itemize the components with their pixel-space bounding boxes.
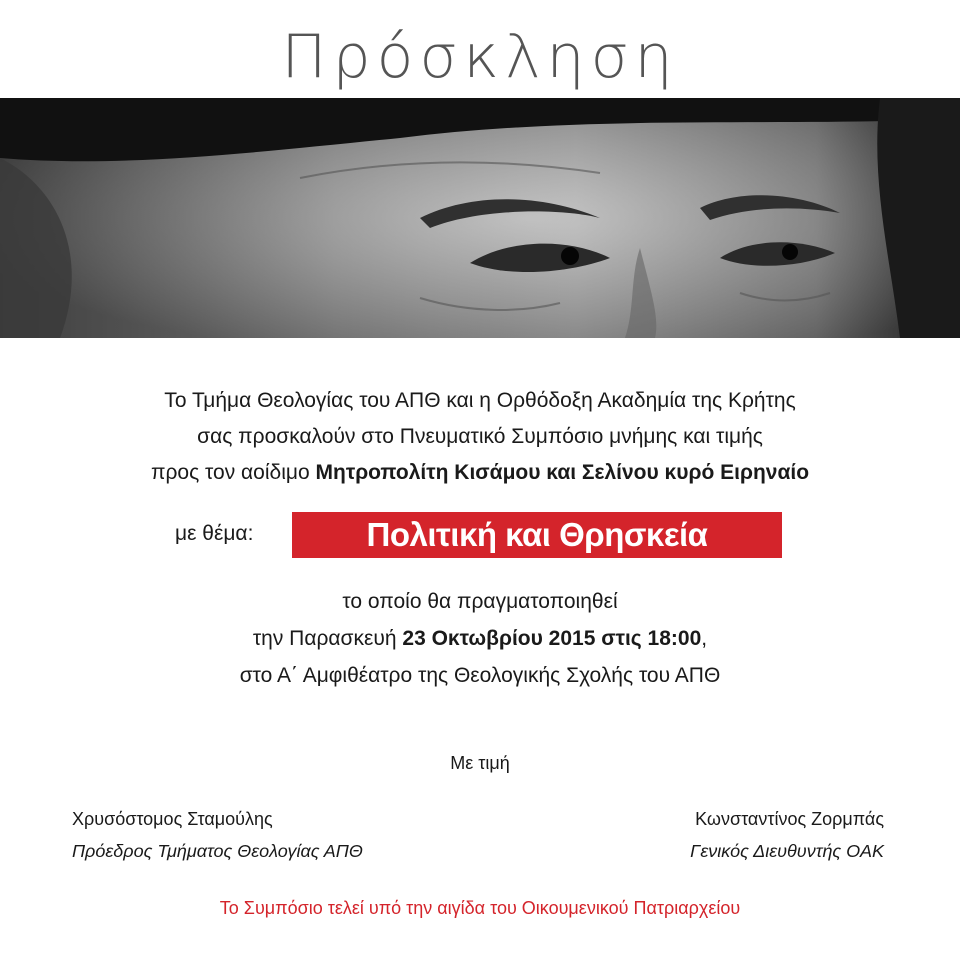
signatory-name: Κωνσταντίνος Ζορμπάς xyxy=(695,809,884,829)
theme-label: με θέμα: xyxy=(175,522,254,545)
signatory-right xyxy=(690,803,884,867)
signatory-role: Πρόεδρος Τμήματος Θεολογίας ΑΠΘ xyxy=(72,841,363,861)
page-title: Πρόσκληση xyxy=(281,22,679,92)
intro-line-2: σας προσκαλούν στο Πνευματικό Συμπόσιο μνήμης και τιμής xyxy=(197,425,763,448)
intro-line-3 xyxy=(0,455,960,491)
event-details xyxy=(0,583,960,694)
signatory-name: Χρυσόστομος Σταμούλης xyxy=(72,809,273,829)
intro-text xyxy=(0,383,960,491)
portrait-photo xyxy=(0,98,960,338)
signatory-left xyxy=(72,803,363,867)
details-line-1: το οποίο θα πραγματοποιηθεί xyxy=(342,590,618,613)
details-day: την Παρασκευή xyxy=(252,627,403,650)
theme-row xyxy=(0,512,960,558)
details-line-2 xyxy=(0,620,960,657)
event-venue: στο Α΄ Αμφιθέατρο της Θεολογικής Σχολής του ΑΠΘ xyxy=(239,664,721,687)
honoree-name: Μητροπολίτη Κισάμου και Σελίνου κυρό Ειρηναίο xyxy=(315,461,810,484)
signatory-role: Γενικός Διευθυντής ΟΑΚ xyxy=(690,841,884,861)
intro-line-1: Το Τμήμα Θεολογίας του ΑΠΘ και η Ορθόδοξη Ακαδημία της Κρήτης xyxy=(164,389,796,412)
patronage-note: Το Συμπόσιο τελεί υπό την αιγίδα του Οικουμενικού Πατριαρχείου xyxy=(219,898,741,918)
closing-salutation: Με τιμή xyxy=(450,753,510,773)
intro-line-3-prefix: προς τον αοίδιμο xyxy=(150,461,316,484)
event-datetime: 23 Οκτωβρίου 2015 στις 18:00 xyxy=(402,627,702,650)
theme-title-box: Πολιτική και Θρησκεία xyxy=(292,512,782,558)
details-comma: , xyxy=(701,627,708,650)
